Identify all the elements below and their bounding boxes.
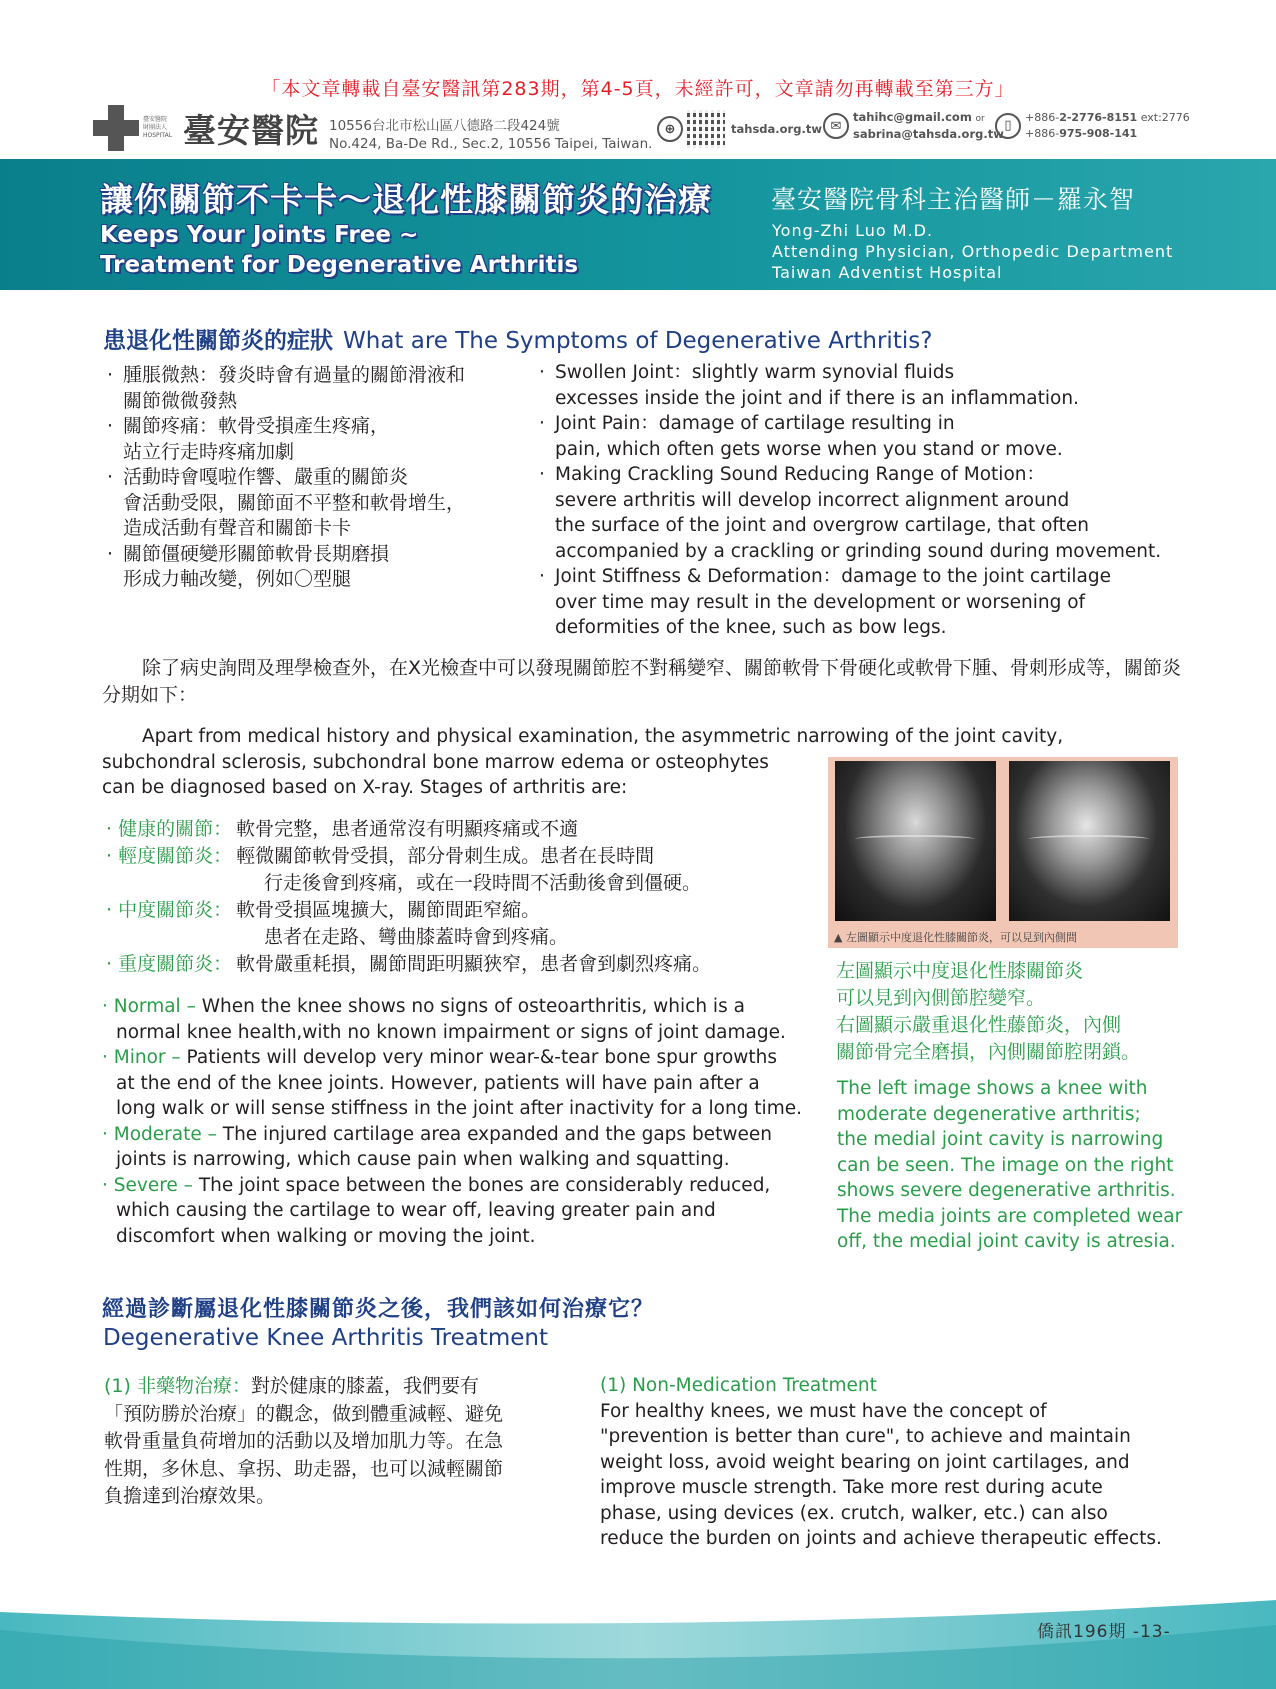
- list-item: · Severe – The joint space between the bones are considerably reduced, which causing the cartilage to wear off, leaving greater pain and discomfort when walking or moving the joint.: [102, 1174, 771, 1247]
- list-item: · Minor – Patients will develop very minor wear-&-tear bone spur growths at the end of the knee joints. However, patients will have pain after a long walk or will sense stiffness in the joint after inactivity for a long time.: [102, 1047, 802, 1119]
- hospital-name: 臺安醫院: [183, 110, 319, 150]
- author-zh: 臺安醫院骨科主治醫師－羅永智: [771, 185, 1136, 214]
- list-item: · Moderate – The injured cartilage area expanded and the gaps between joints is narrowing, which cause pain when walking and squatting.: [102, 1123, 772, 1170]
- list-item: · Joint Stiffness & Deformation：damage to the joint cartilage over time may result in the development or worsening of deformities of the knee, such as bow legs.: [539, 566, 1111, 638]
- phone-icon: ▯: [995, 113, 1021, 139]
- article-title-en: Keeps Your Joints Free ~ Treatment for Degenerative Arthritis: [100, 222, 579, 278]
- email-contact[interactable]: [823, 110, 1004, 142]
- list-item: · Normal – When the knee shows no signs of osteoarthritis, which is a normal knee health,with no known impairment or signs of joint damage.: [102, 996, 786, 1043]
- list-item: · 健康的關節： 軟骨完整，患者通常沒有明顯疼痛或不適: [106, 818, 579, 840]
- globe-icon: ⊕: [657, 116, 683, 142]
- email-2[interactable]: sabrina@tahsda.org.tw: [853, 127, 1004, 141]
- stages-list-en: [102, 994, 842, 1249]
- list-item: · 輕度關節炎： 輕微關節軟骨受損，部分骨刺生成。患者在長時間 行走後會到疼痛，或在一段時間不活動後會到僵硬。: [106, 845, 702, 894]
- email-or: or: [975, 114, 985, 124]
- cross-icon: [93, 105, 139, 151]
- page-number: 僑訊196期 -13-: [1037, 1622, 1171, 1642]
- treatment-heading-en: Degenerative Knee Arthritis Treatment: [103, 1325, 549, 1351]
- treatment-text-zh: (1) 非藥物治療：對於健康的膝蓋，我們要有 「預防勝於治療」的觀念，做到體重減輕、避免 軟骨重量負荷增加的活動以及增加肌力等。在急 性期，多休息、拿拐、助走器，也可以減輕關節 負擔達到治療效果。: [104, 1375, 504, 1507]
- list-item: · 關節疼痛：軟骨受損產生疼痛， 站立行走時疼痛加劇: [107, 415, 390, 463]
- list-item: · 活動時會嘎啦作響、嚴重的關節炎 會活動受限，關節面不平整和軟骨增生， 造成活動有聲音和關節卡卡: [107, 466, 466, 539]
- hospital-address: [329, 117, 652, 153]
- symptoms-heading: 患退化性關節炎的症狀 What are The Symptoms of Degenerative Arthritis?: [103, 328, 933, 354]
- list-item: · 關節僵硬變形關節軟骨長期磨損 形成力軸改變，例如〇型腿: [107, 542, 390, 590]
- xray-caption: ▲ 左圖顯示中度退化性膝關節炎，可以見到內側間: [834, 931, 1077, 944]
- xray-figure: [828, 757, 1178, 948]
- footer-wave: [0, 1600, 1276, 1689]
- symptoms-list-zh: [107, 363, 547, 593]
- list-item: · Making Crackling Sound Reducing Range of Motion： severe arthritis will develop incorrect alignment around the surface of the joint and overgrow cartilage, that often accompanied by a crackling or grinding sound during movement.: [539, 464, 1162, 562]
- hospital-logo: [93, 103, 319, 153]
- list-item: · Joint Pain：damage of cartilage resulting in pain, which often gets worse when you stand or move.: [539, 413, 1063, 460]
- author-en: Yong-Zhi Luo M.D. Attending Physician, Orthopedic Department Taiwan Adventist Hospital: [772, 221, 1174, 282]
- symptoms-list-en: [539, 360, 1199, 641]
- stages-list-zh: [106, 816, 836, 978]
- treatment-text-en: (1) Non-Medication Treatment For healthy knees, we must have the concept of "prevention is better than cure", to achieve and maintain weight loss, avoid weight bearing on joint cartilages, and improve muscle strength. Take more rest during acute phase, using devices (ex. crutch, walker, etc.) can also reduce the burden on joints and achieve therapeutic effects.: [600, 1375, 1162, 1549]
- figure-caption-en: The left image shows a knee with moderate degenerative arthritis; the medial joint cavity is narrowing can be seen. The image on the right shows severe degenerative arthritis. The media joints are completed wear off, the medial joint cavity is atresia.: [837, 1078, 1183, 1252]
- reprint-notice: 「本文章轉載自臺安醫訊第283期，第4-5頁，未經許可，文章請勿再轉載至第三方」: [261, 78, 1015, 100]
- phone-1: 2-2776-8151: [1059, 111, 1138, 124]
- address-en: No.424, Ba-De Rd., Sec.2, 10556 Taipei, Taiwan.: [329, 136, 653, 152]
- diagnosis-paragraph-en: Apart from medical history and physical examination, the asymmetric narrowing of the joint cavity, subchondral sclerosis, subchondral bone marrow edema or osteophytes can be diagnosed based on X-ray. Stages of arthritis are:: [102, 726, 1064, 798]
- list-item: · 腫脹微熱：發炎時會有過量的關節滑液和 關節微微發熱: [107, 364, 466, 412]
- logo-small-text: 臺安醫院 財團法人 HOSPITAL: [143, 116, 173, 139]
- figure-caption-zh: 左圖顯示中度退化性膝關節炎 可以見到內側節腔變窄。 右圖顯示嚴重退化性藤節炎，內側 關節骨完全磨損，內側關節腔閉鎖。: [836, 960, 1141, 1063]
- treatment-heading-zh: 經過診斷屬退化性膝關節炎之後，我們該如何治療它？: [102, 1297, 655, 1322]
- envelope-icon: ✉: [823, 113, 849, 139]
- address-zh: 10556台北市松山區八德路二段424號: [329, 118, 560, 134]
- list-item: · 重度關節炎： 軟骨嚴重耗損，關節間距明顯狹窄，患者會到劇烈疼痛。: [106, 953, 712, 975]
- website-link[interactable]: tahsda.org.tw: [731, 122, 822, 136]
- diagnosis-paragraph-zh: 除了病史詢問及理學檢查外，在X光檢查中可以發現關節腔不對稱變窄、關節軟骨下骨硬化或軟骨下腫、骨刺形成等，關節炎分期如下：: [102, 657, 1182, 706]
- xray-image-right: [1009, 761, 1170, 921]
- xray-image-left: [835, 761, 996, 921]
- phone-contact: ▯ +886-2-2776-8151 ext:2776 +886-975-908-141: [995, 110, 1190, 142]
- article-title-zh: 讓你關節不卡卡～退化性膝關節炎的治療: [100, 180, 712, 219]
- qr-code-icon: [687, 110, 725, 148]
- website-contact[interactable]: [657, 110, 822, 148]
- email-1[interactable]: tahihc@gmail.com: [853, 110, 972, 124]
- list-item: · Swollen Joint：slightly warm synovial fluids excesses inside the joint and if there is an inflammation.: [539, 362, 1079, 409]
- list-item: · 中度關節炎： 軟骨受損區塊擴大，關節間距窄縮。 患者在走路、彎曲膝蓋時會到疼痛。: [106, 899, 569, 948]
- phone-2: 975-908-141: [1059, 127, 1138, 140]
